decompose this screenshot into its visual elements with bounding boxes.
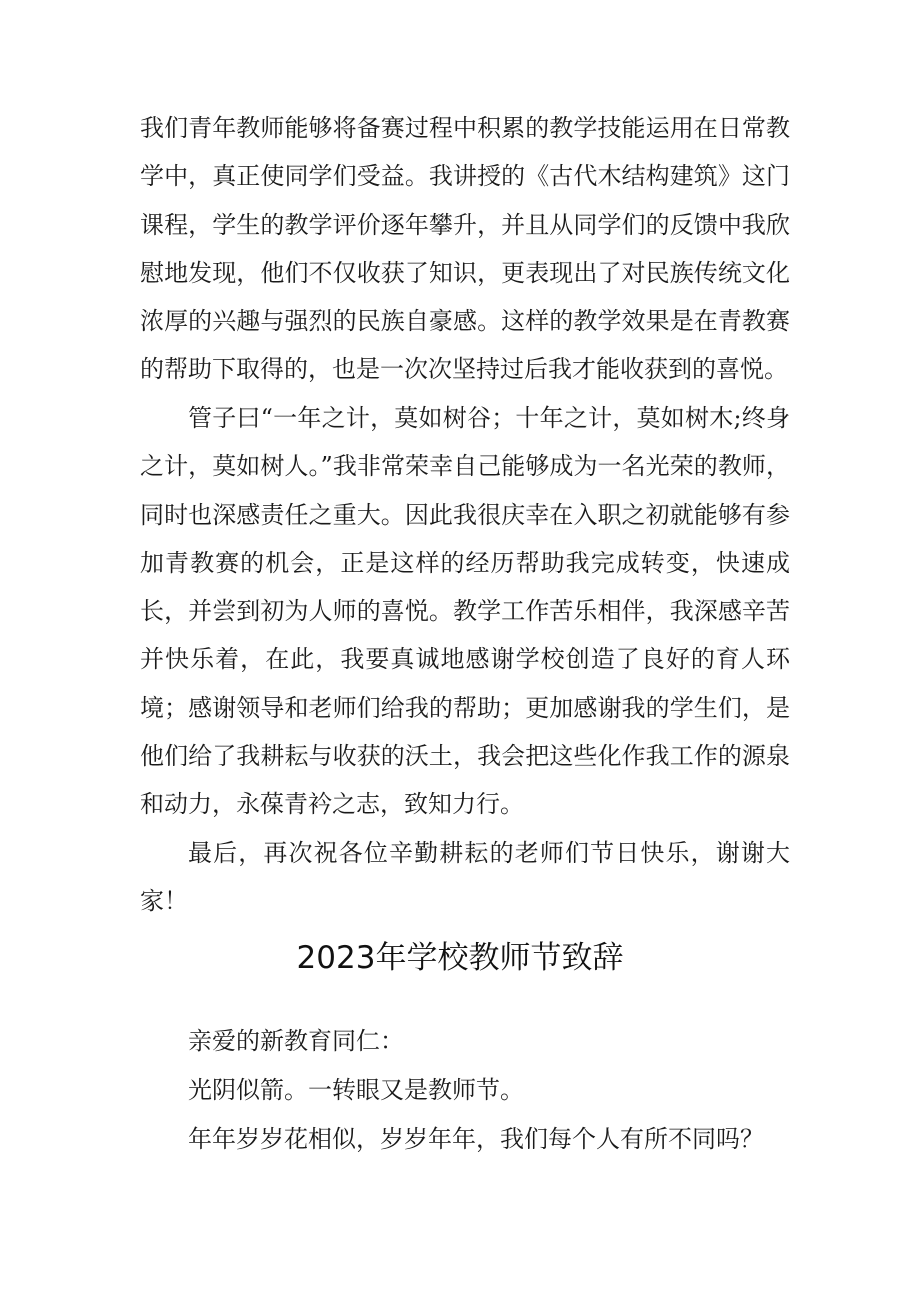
opening-line: 光阴似箭。一转眼又是教师节。: [188, 1076, 524, 1104]
speech-title: 2023年学校教师节致辞: [296, 940, 624, 976]
question-line: 年年岁岁花相似，岁岁年年，我们每个人有所不同吗？: [188, 1125, 764, 1153]
paragraph-guanzi-quote: 管子曰“一年之计，莫如树谷；十年之计，莫如树木;终身之计，莫如树人。”我非常荣幸自己能够成为一名光荣的教师，同时也深感责任之重大。因此我很庆幸在入职之初就能够有参加青教赛的机会，正是这样的经历帮助我完成转变，快速成长，并尝到初为人师的喜悦。教学工作苦乐相伴，我深感辛苦并快乐着，在此，我要真诚地感谢学校创造了良好的育人环境；感谢领导和老师们给我的帮助；更加感谢我的学生们，是他们给了我耕耘与收获的沃土，我会把这些化作我工作的源泉和动力，永葆青衿之志，致知力行。: [140, 404, 790, 819]
salutation-line: 亲爱的新教育同仁：: [188, 1027, 404, 1055]
paragraph-teaching-results: 我们青年教师能够将备赛过程中积累的教学技能运用在日常教学中，真正使同学们受益。我讲授的《古代木结构建筑》这门课程，学生的教学评价逐年攀升，并且从同学们的反馈中我欣慰地发现，他们不仅收获了知识，更表现出了对民族传统文化浓厚的兴趣与强烈的民族自豪感。这样的教学效果是在青教赛的帮助下取得的，也是一次次坚持过后我才能收获到的喜悦。: [140, 114, 790, 384]
paragraph-closing-wishes: 最后，再次祝各位辛勤耕耘的老师们节日快乐，谢谢大家！: [140, 839, 790, 916]
